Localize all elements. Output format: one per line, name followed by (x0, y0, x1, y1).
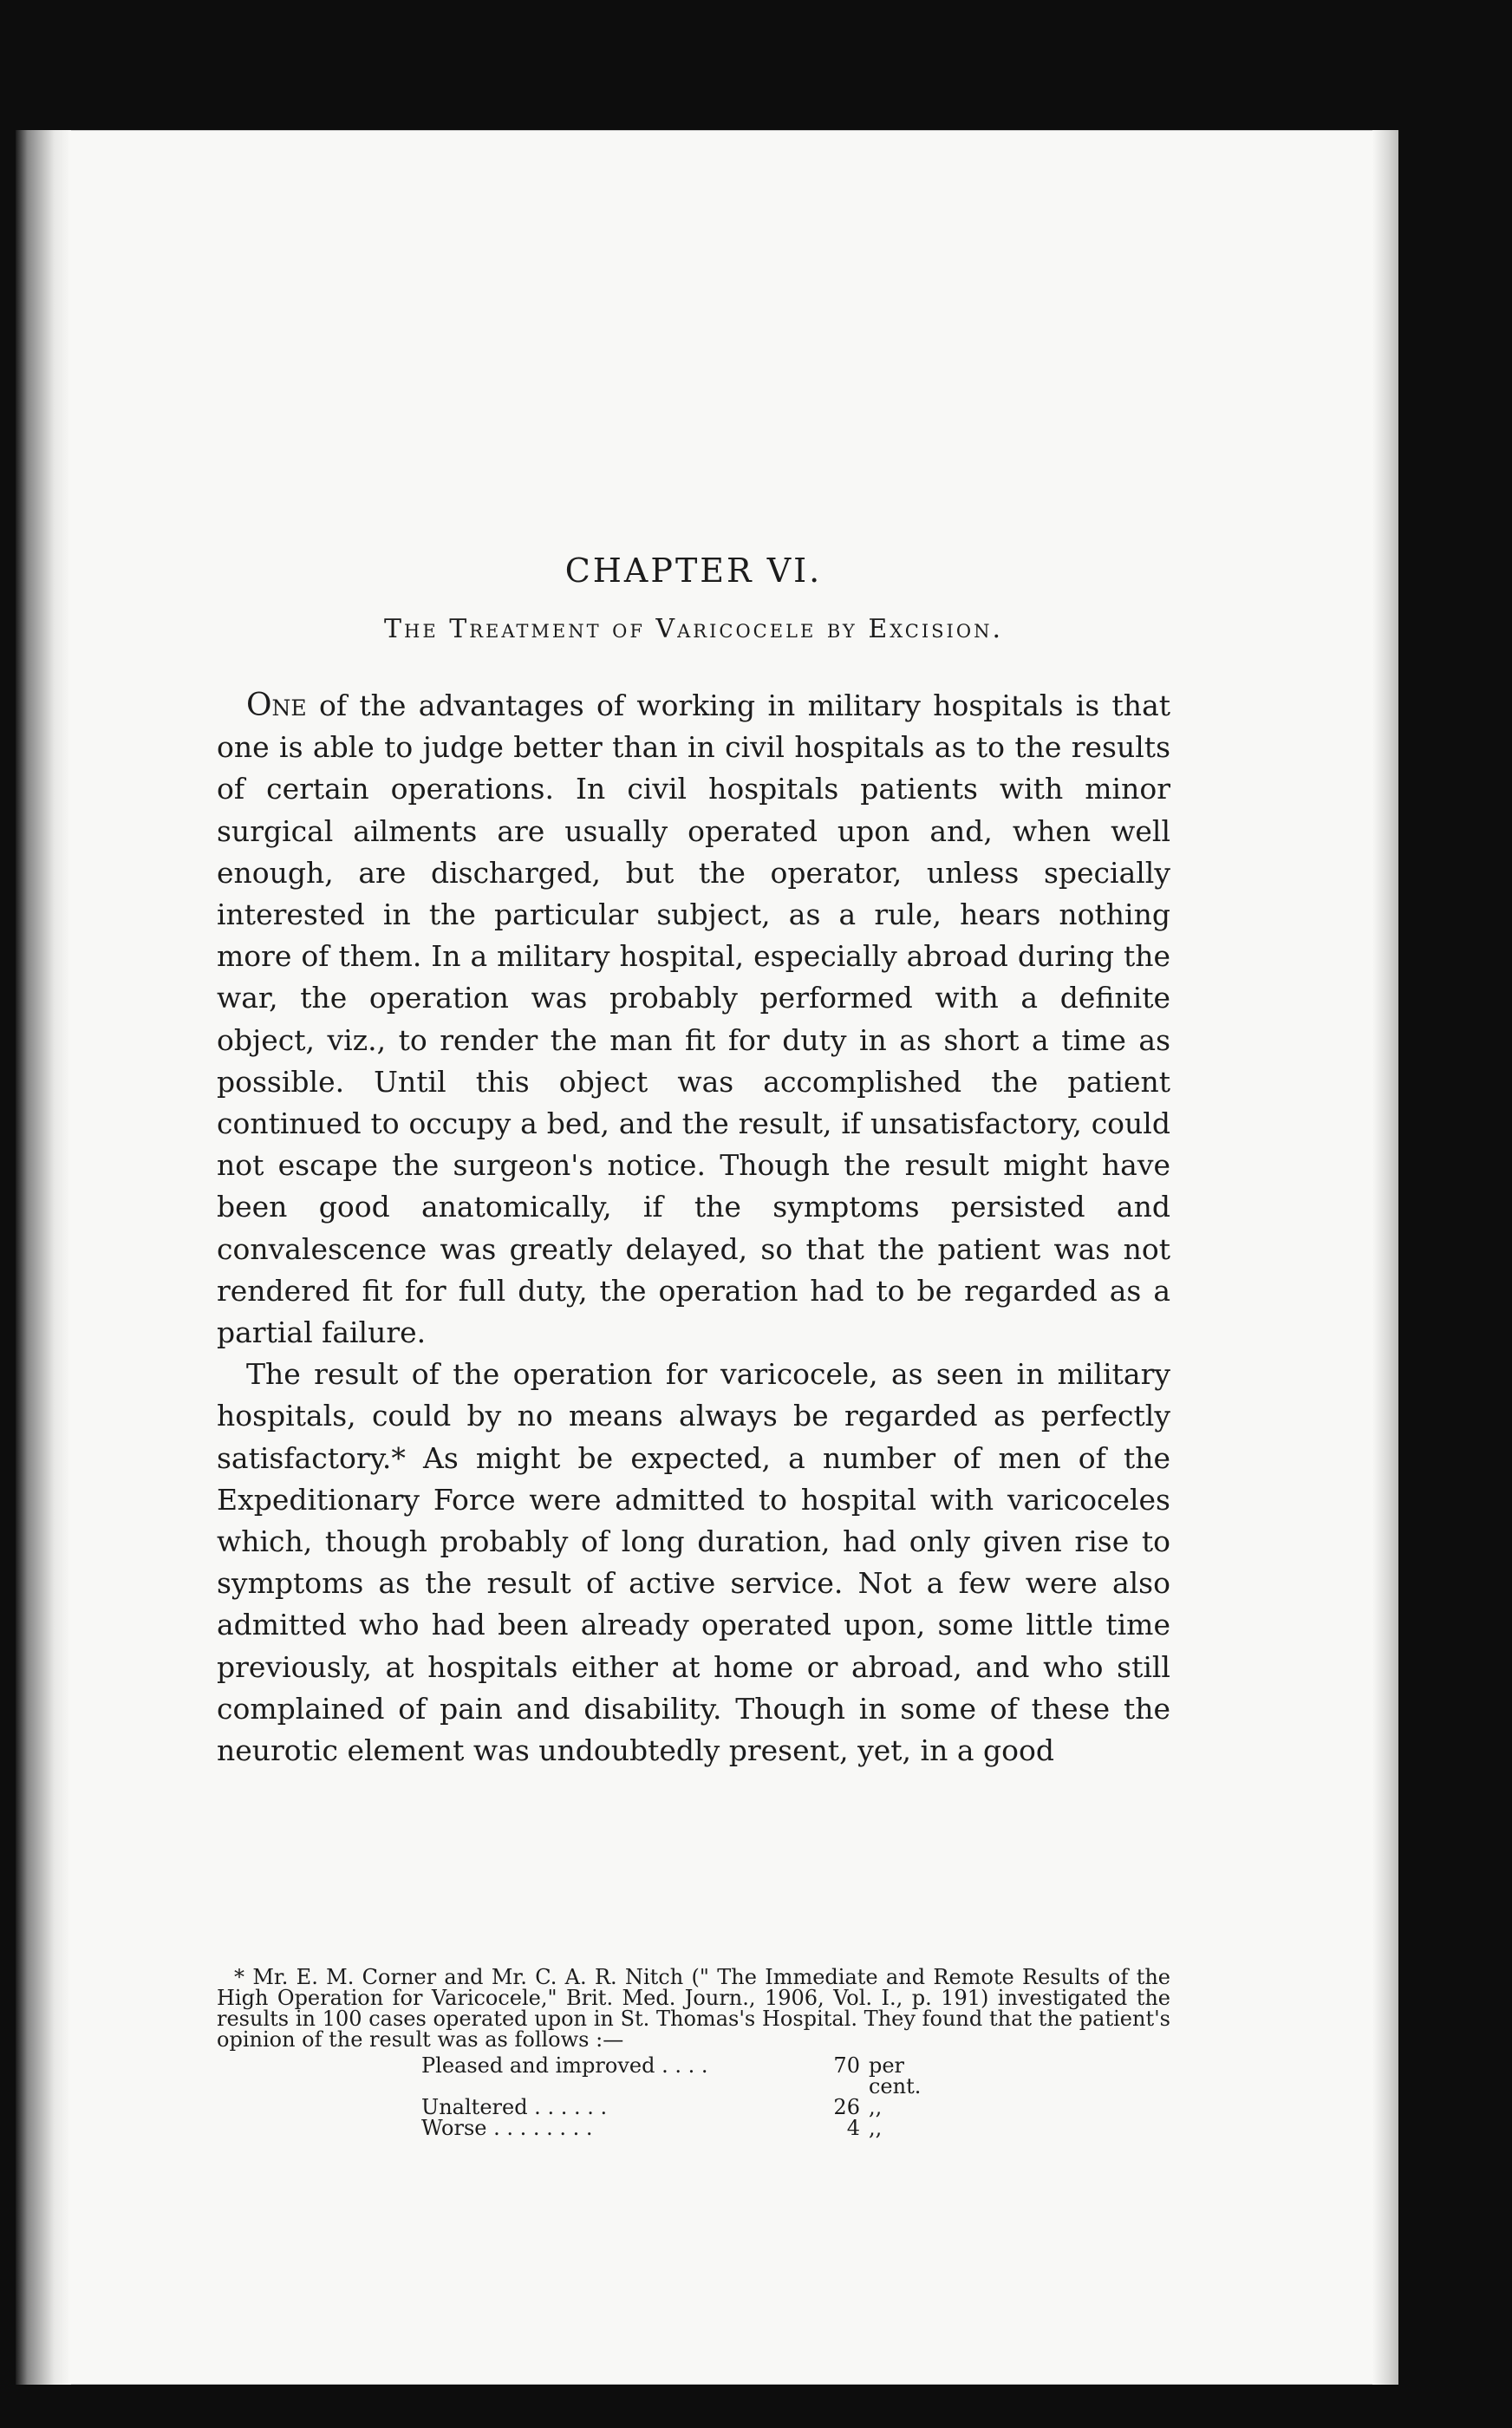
paragraph-1-text: of the advantages of working in military hospitals is that one is able to judge better than in civil hospitals as to the results of certain operations. In civil hospitals patients with minor surgical ailments are usually operated upon and, when well enough, are discharged, but the operator, unless specially interested in the particular subject, as a rule, hears nothing more of them. In a military hospital, especially abroad during the war, the operation was probably performed with a definite object, viz., to render the man fit for duty in as short a time as possible. Until this object was accomplished the patient continued to occupy a bed, and the result, if unsatisfactory, could not escape the surgeon's notice. Though the result might have been good anatomically, if the symptoms persisted and convalescence was greatly delayed, so that the patient was not rendered fit for full duty, the operation had to be regarded as a partial failure. (217, 689, 1170, 1350)
result-unit: per cent. (868, 2053, 922, 2098)
paragraph-2 (217, 1354, 1170, 1772)
result-unit: ,, (868, 2116, 883, 2140)
result-value: 70 (833, 2053, 860, 2078)
chapter-title: CHAPTER VI. (564, 552, 823, 590)
result-unit: ,, (868, 2095, 883, 2119)
page-binding-shadow (16, 130, 71, 2385)
footnote (217, 1967, 1170, 2138)
page-edge-shadow (1372, 130, 1398, 2385)
body-text (217, 685, 1170, 1772)
table-row (421, 2097, 959, 2118)
book-page (16, 130, 1398, 2385)
table-row (421, 2118, 959, 2138)
section-title: The Treatment of Varicocele by Excision. (384, 614, 1003, 644)
paragraph-lead-word: One (246, 688, 307, 723)
result-value: 4 (846, 2116, 860, 2140)
footnote-results-table (421, 2055, 959, 2138)
result-value: 26 (833, 2095, 860, 2119)
footnote-text: * Mr. E. M. Corner and Mr. C. A. R. Nitch (" The Immediate and Remote Results of the High Operation for Varicocele," Brit. Med. Journ., 1906, Vol. I., p. 191) investigated the results in 100 cases operated upon in St. Thomas's Hospital. They found that the patient's opinion of the result was as follows :— (217, 1965, 1170, 2052)
result-label: Worse . . . . . . . . (421, 2118, 593, 2138)
result-label: Unaltered . . . . . . (421, 2097, 608, 2118)
paragraph-2-text: The result of the operation for varicocele, as seen in military hospitals, could by no means always be regarded as perfectly satisfactory.* As might be expected, a number of men of the Expeditionary Force were admitted to hospital with varicoceles which, though probably of long duration, had only given rise to symptoms as the result of active service. Not a few were also admitted who had been already operated upon, some little time previously, at hospitals either at home or abroad, and who still complained of pain and disability. Though in some of these the neurotic element was undoubtedly present, yet, in a good (217, 1357, 1170, 1768)
result-label: Pleased and improved . . . . (421, 2055, 708, 2078)
paragraph-1 (217, 685, 1170, 1354)
table-row (421, 2055, 959, 2097)
